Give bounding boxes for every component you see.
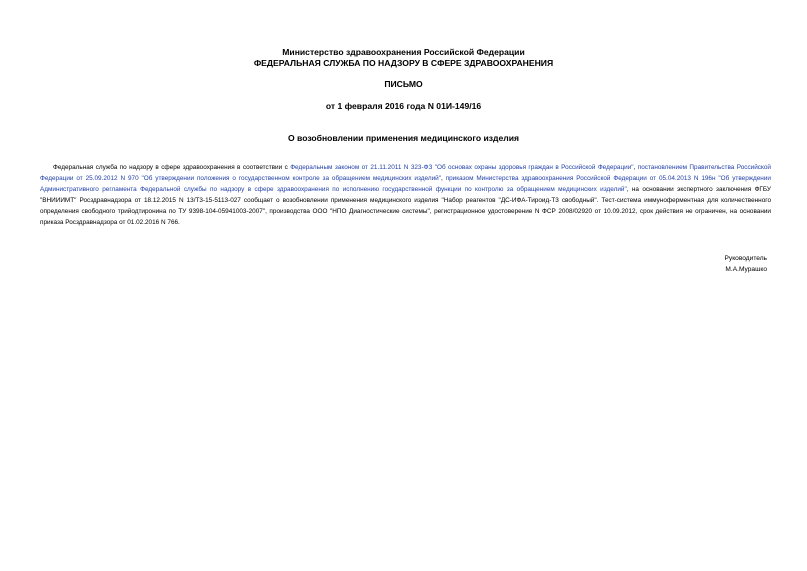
document-date-number: от 1 февраля 2016 года N 01И-149/16 <box>325 101 482 111</box>
federal-law-link[interactable]: Федеральным законом от 21.11.2011 N 323-ФЗ "Об основах охраны здоровья граждан в Российской Федерации" <box>290 164 634 171</box>
government-decree-link[interactable]: постановлением Правительства Российской Федерации от 25.09.2012 N 970 "Об утверждении положения о государственном контроле за обращением медицинских изделий" <box>40 164 771 183</box>
document-subject: О возобновлении применения медицинского изделия <box>287 133 520 143</box>
ministry-order-link[interactable]: приказом Министерства здравоохранения Российской Федерации от 05.04.2013 N 196н "Об утверждении Административного регламента Федеральной службы по надзору в сфере здравоохранения по исполнению государственной функции по контролю за обращением медицинских изделий" <box>40 175 771 194</box>
body-text-segment: , на основании экспертного заключения ФГБУ "ВНИИИМТ" Росздравнадзора от 18.12.2015 N 13/Т3-15-5113-027 сообщает о возобновлении применения медицинского изделия "Набор реагентов "ДС-ИФА-Тироид-Т3 свободный". Тест-система иммуноферментная для количественного определения свободного трийодтиронина по ТУ 9398-104-05941003-2007", производства ООО "НПО Диагностические системы", регистрационное удостоверение N ФСР 2008/02920 от 10.09.2012, срок действия не ограничен, на основании приказа Росздравнадзора от 01.02.2016 N 766. <box>40 186 771 227</box>
body-text-segment: Федеральная служба по надзору в сфере здравоохранения в соответствии с <box>53 164 291 171</box>
agency-name: ФЕДЕРАЛЬНАЯ СЛУЖБА ПО НАДЗОРУ В СФЕРЕ ЗДРАВООХРАНЕНИЯ <box>253 58 554 68</box>
body-text-segment: , <box>440 175 446 183</box>
signatory-title: Руководитель <box>724 255 767 262</box>
signatory-name: М.А.Мурашко <box>725 266 767 273</box>
letter-body <box>40 162 771 229</box>
body-text-segment: , <box>633 164 638 171</box>
document-type: ПИСЬМО <box>384 79 423 89</box>
signature-block <box>725 253 767 275</box>
ministry-name: Министерство здравоохранения Российской Федерации <box>282 47 525 57</box>
